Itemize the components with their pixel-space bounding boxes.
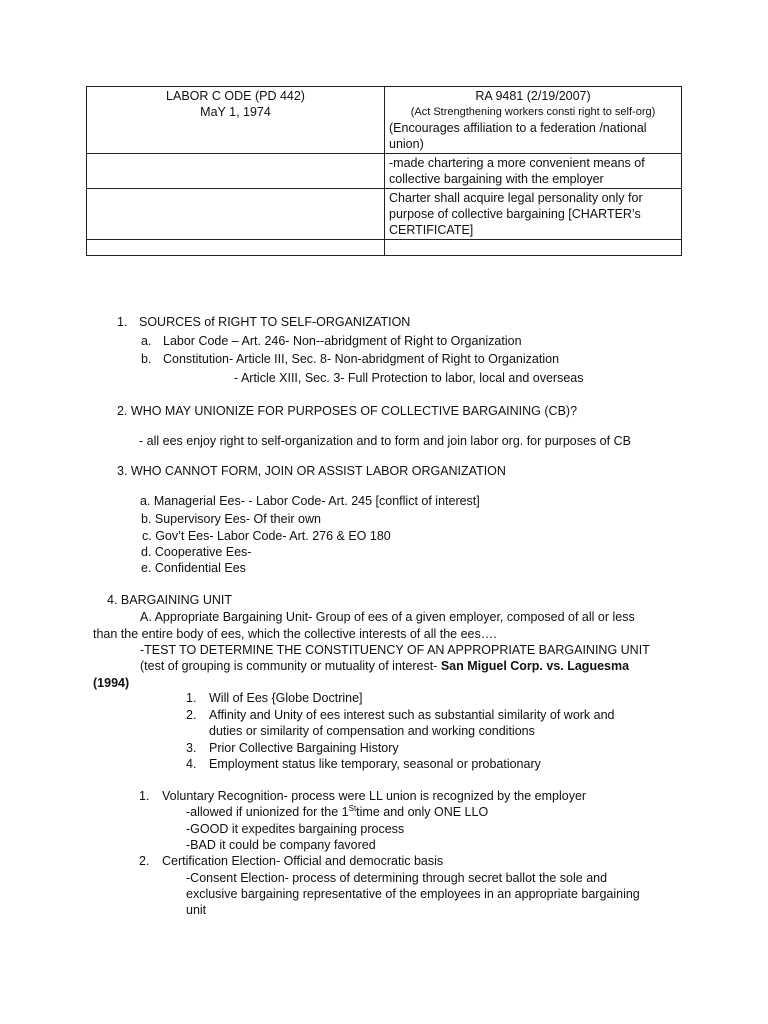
factor-number: 2.: [186, 708, 197, 722]
case-year: (1994): [93, 676, 130, 690]
factor-number: 4.: [186, 757, 197, 771]
factor-text: Prior Collective Bargaining History: [209, 741, 399, 755]
section-3-item: b. Supervisory Ees- Of their own: [141, 512, 321, 526]
section-1b-label: b.: [141, 352, 152, 366]
factor-text: Will of Ees {Globe Doctrine]: [209, 691, 363, 705]
consent-election-line2: exclusive bargaining representative of the employees in an appropriate bargaining: [186, 887, 640, 901]
ra-9481-note: (Encourages affiliation to a federation /national union): [389, 121, 647, 151]
voluntary-good: -GOOD it expedites bargaining process: [186, 822, 405, 836]
section-1b-continuation: - Article XIII, Sec. 3- Full Protection to labor, local and overseas: [234, 371, 584, 385]
section-3-item: e. Confidential Ees: [141, 561, 246, 575]
section-1a-text: Labor Code – Art. 246- Non--abridgment of Right to Organization: [163, 334, 522, 348]
test-heading: -TEST TO DETERMINE THE CONSTITUENCY OF AN APPROPRIATE BARGAINING UNIT: [140, 643, 650, 657]
table-row: [87, 154, 682, 189]
table-row: [87, 240, 682, 256]
factor-number: 1.: [186, 691, 197, 705]
section-1a-label: a.: [141, 334, 152, 348]
section-1b-text: Constitution- Article III, Sec. 8- Non-abridgment of Right to Organization: [163, 352, 560, 366]
section-3-item: c. Gov’t Ees- Labor Code- Art. 276 & EO 180: [142, 529, 391, 543]
section-3-item: d. Cooperative Ees-: [141, 545, 252, 559]
voluntary-recognition-title: Voluntary Recognition- process were LL union is recognized by the employer: [162, 789, 587, 803]
factor-text: Employment status like temporary, seasonal or probationary: [209, 757, 541, 771]
ra-9481-header-cell: [385, 87, 682, 154]
ra-9481-title: RA 9481 (2/19/2007): [475, 89, 591, 103]
factor-text: Affinity and Unity of ees interest such as substantial similarity of work and: [209, 708, 615, 722]
labor-code-title: LABOR C ODE (PD 442): [166, 89, 305, 103]
factor-number: 3.: [186, 741, 197, 755]
chartering-cell: -made chartering a more convenient means of collective bargaining with the employer: [385, 154, 682, 189]
section-1-title: SOURCES of RIGHT TO SELF-ORGANIZATION: [139, 315, 411, 329]
table-row: [87, 189, 682, 240]
section-4a-line1: A. Appropriate Bargaining Unit- Group of ees of a given employer, composed of all or less: [140, 610, 635, 624]
section-3-item: a. Managerial Ees- - Labor Code- Art. 245 [conflict of interest]: [140, 494, 480, 508]
labor-code-header-cell: [87, 87, 385, 154]
factor-text: duties or similarity of compensation and working conditions: [209, 724, 535, 738]
section-4-title: 4. BARGAINING UNIT: [107, 593, 233, 607]
voluntary-number: 1.: [139, 789, 150, 803]
section-2-body: - all ees enjoy right to self-organization and to form and join labor org. for purposes of CB: [139, 434, 631, 448]
ra-9481-subtitle: (Act Strengthening workers consti right to self-org): [410, 106, 656, 118]
charter-cell: Charter shall acquire legal personality only for purpose of collective bargaining [CHARTER’s CERTIFICATE]: [385, 189, 682, 240]
section-2-title: 2. WHO MAY UNIONIZE FOR PURPOSES OF COLLECTIVE BARGAINING (CB)?: [117, 404, 578, 418]
section-3-title: 3. WHO CANNOT FORM, JOIN OR ASSIST LABOR ORGANIZATION: [117, 464, 506, 478]
comparison-table: [86, 86, 682, 256]
case-citation: San Miguel Corp. vs. Laguesma: [440, 659, 630, 673]
section-4a-line2: than the entire body of ees, which the collective interests of all the ees….: [93, 627, 497, 641]
section-1-number: 1.: [117, 315, 128, 329]
consent-election-line1: -Consent Election- process of determining through secret ballot the sole and: [186, 871, 608, 885]
consent-election-line3: unit: [186, 903, 207, 917]
voluntary-bad: -BAD it could be company favored: [186, 838, 376, 852]
test-grouping: (test of grouping is community or mutuality of interest- San Miguel Corp. vs. Laguesma: [140, 659, 630, 673]
voluntary-allowed: -allowed if unionized for the 1Sttime and only ONE LLO: [186, 803, 489, 819]
certification-number: 2.: [139, 854, 150, 868]
table-row: [87, 87, 682, 154]
labor-code-date: MaY 1, 1974: [200, 105, 271, 119]
certification-election-title: Certification Election- Official and democratic basis: [162, 854, 444, 868]
